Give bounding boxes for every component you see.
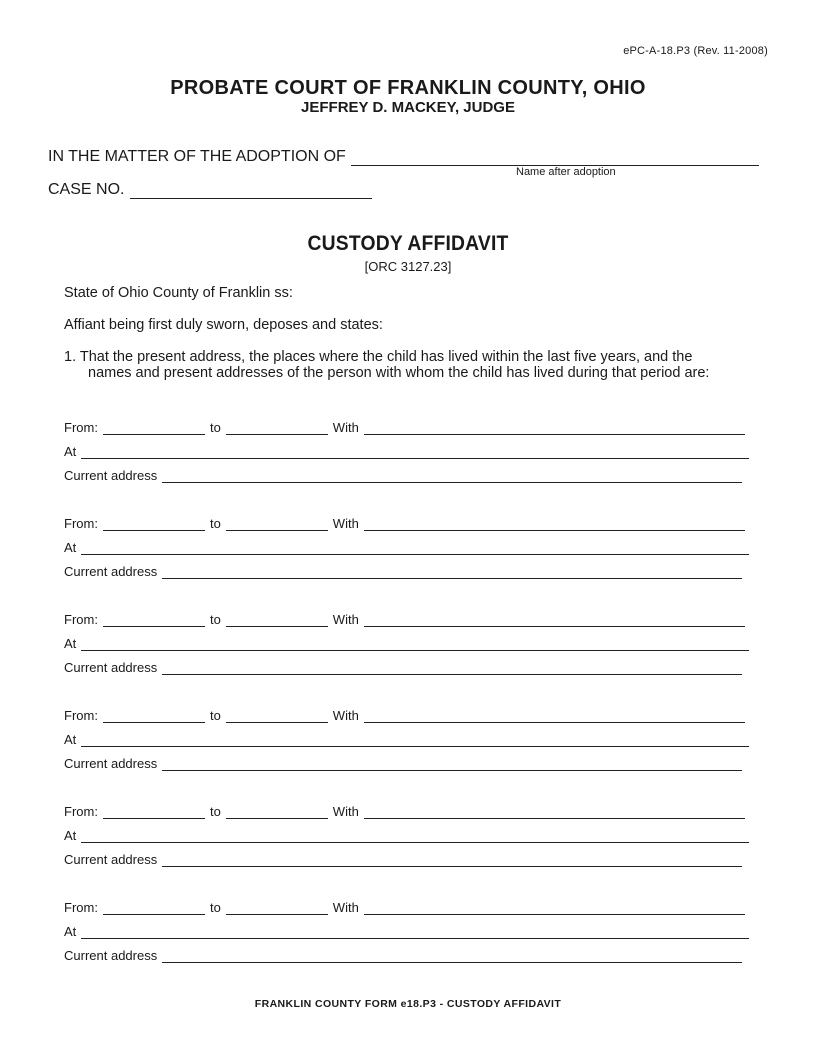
statute-reference: [ORC 3127.23]	[364, 259, 452, 274]
with-person-field[interactable]	[364, 804, 745, 819]
footer-form-label: FRANKLIN COUNTY FORM e18.P3 - CUSTODY AFFIDAVIT	[254, 998, 562, 1010]
from-to-with-row	[64, 900, 745, 915]
from-label: From:	[64, 900, 98, 915]
residence-entry	[64, 804, 754, 876]
from-label: From:	[64, 420, 98, 435]
form-id: ePC-A-18.P3 (Rev. 11-2008)	[623, 45, 768, 57]
at-address-field[interactable]	[81, 444, 749, 459]
at-row	[64, 444, 749, 459]
residence-entry	[64, 900, 754, 972]
at-row	[64, 540, 749, 555]
at-row	[64, 924, 749, 939]
current-address-field[interactable]	[162, 756, 742, 771]
with-label: With	[332, 900, 359, 915]
venue-statement: State of Ohio County of Franklin ss:	[64, 285, 293, 301]
at-label: At	[64, 636, 77, 651]
item-1-line-2: names and present addresses of the person with whom the child has lived during that period are:	[88, 365, 710, 381]
from-to-with-row	[64, 612, 745, 627]
with-person-field[interactable]	[364, 420, 745, 435]
to-label: to	[209, 900, 221, 915]
at-address-field[interactable]	[81, 732, 749, 747]
to-date-field[interactable]	[226, 516, 328, 531]
at-address-field[interactable]	[81, 828, 749, 843]
from-label: From:	[64, 516, 98, 531]
current-address-row	[64, 660, 742, 675]
at-label: At	[64, 540, 77, 555]
document-title: CUSTODY AFFIDAVIT	[307, 232, 509, 255]
current-address-field[interactable]	[162, 660, 742, 675]
at-address-field[interactable]	[81, 636, 749, 651]
to-label: to	[209, 420, 221, 435]
to-label: to	[209, 708, 221, 723]
from-to-with-row	[64, 708, 745, 723]
case-number-row	[48, 181, 372, 199]
current-address-row	[64, 948, 742, 963]
from-label: From:	[64, 612, 98, 627]
from-to-with-row	[64, 804, 745, 819]
to-label: to	[209, 804, 221, 819]
name-after-adoption-caption: Name after adoption	[516, 166, 616, 178]
at-label: At	[64, 924, 77, 939]
at-label: At	[64, 828, 77, 843]
current-address-label: Current address	[64, 468, 158, 483]
to-date-field[interactable]	[226, 420, 328, 435]
residence-entry	[64, 612, 754, 684]
current-address-label: Current address	[64, 660, 158, 675]
with-label: With	[332, 420, 359, 435]
residence-entry	[64, 708, 754, 780]
current-address-row	[64, 468, 742, 483]
at-address-field[interactable]	[81, 540, 749, 555]
current-address-label: Current address	[64, 756, 158, 771]
current-address-label: Current address	[64, 564, 158, 579]
current-address-field[interactable]	[162, 564, 742, 579]
judge-name: JEFFREY D. MACKEY, JUDGE	[301, 99, 515, 116]
current-address-field[interactable]	[162, 852, 742, 867]
current-address-row	[64, 852, 742, 867]
from-to-with-row	[64, 516, 745, 531]
current-address-row	[64, 564, 742, 579]
current-address-row	[64, 756, 742, 771]
residence-entry	[64, 516, 754, 588]
case-number-field[interactable]	[130, 184, 372, 199]
to-label: to	[209, 612, 221, 627]
to-label: to	[209, 516, 221, 531]
at-address-field[interactable]	[81, 924, 749, 939]
to-date-field[interactable]	[226, 804, 328, 819]
from-date-field[interactable]	[103, 612, 205, 627]
from-label: From:	[64, 708, 98, 723]
court-title: PROBATE COURT OF FRANKLIN COUNTY, OHIO	[170, 77, 646, 99]
to-date-field[interactable]	[226, 708, 328, 723]
with-person-field[interactable]	[364, 708, 745, 723]
with-person-field[interactable]	[364, 516, 745, 531]
with-person-field[interactable]	[364, 900, 745, 915]
from-to-with-row	[64, 420, 745, 435]
to-date-field[interactable]	[226, 612, 328, 627]
at-label: At	[64, 444, 77, 459]
from-label: From:	[64, 804, 98, 819]
case-number-label: CASE NO.	[48, 181, 125, 198]
current-address-field[interactable]	[162, 948, 742, 963]
from-date-field[interactable]	[103, 420, 205, 435]
with-label: With	[332, 612, 359, 627]
item-1-line-1: 1. That the present address, the places where the child has lived within the last five years, and the	[64, 349, 693, 365]
adoption-name-field[interactable]	[351, 151, 759, 166]
item-1-statement	[64, 349, 754, 381]
with-label: With	[332, 804, 359, 819]
with-label: With	[332, 516, 359, 531]
adoption-matter-row	[48, 148, 759, 166]
at-label: At	[64, 732, 77, 747]
affiant-intro: Affiant being first duly sworn, deposes and states:	[64, 317, 383, 333]
with-person-field[interactable]	[364, 612, 745, 627]
with-label: With	[332, 708, 359, 723]
from-date-field[interactable]	[103, 804, 205, 819]
from-date-field[interactable]	[103, 708, 205, 723]
to-date-field[interactable]	[226, 900, 328, 915]
residence-entry	[64, 420, 754, 492]
from-date-field[interactable]	[103, 516, 205, 531]
from-date-field[interactable]	[103, 900, 205, 915]
at-row	[64, 732, 749, 747]
at-row	[64, 828, 749, 843]
current-address-field[interactable]	[162, 468, 742, 483]
current-address-label: Current address	[64, 852, 158, 867]
current-address-label: Current address	[64, 948, 158, 963]
at-row	[64, 636, 749, 651]
adoption-matter-label: IN THE MATTER OF THE ADOPTION OF	[48, 148, 346, 165]
